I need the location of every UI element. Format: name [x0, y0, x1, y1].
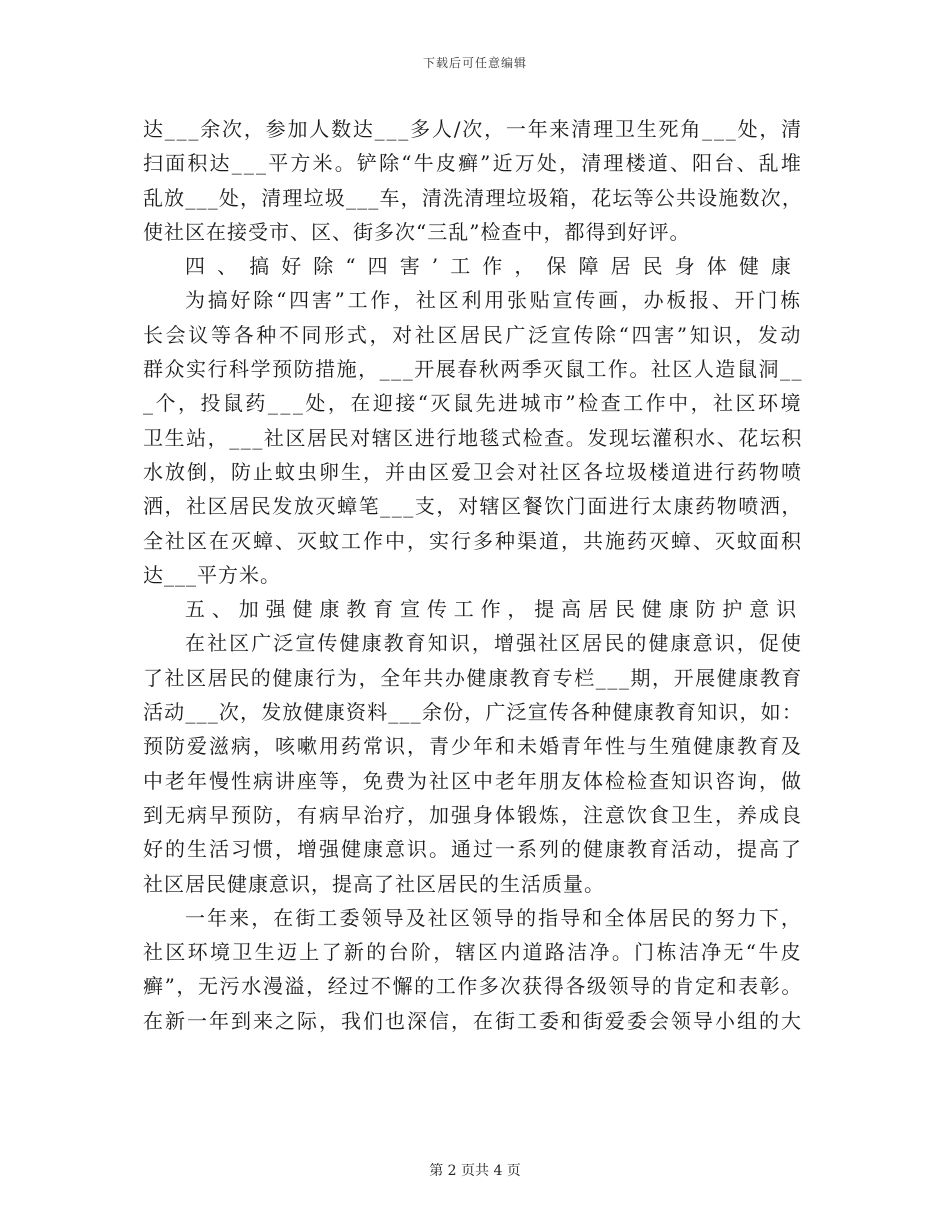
- text-line: 乱放___处，清理垃圾___车，清洗清理垃圾箱，花坛等公共设施数次，: [143, 185, 803, 210]
- text-line: 活动___次，发放健康资料___余份，广泛宣传各种健康教育知识，如：: [143, 700, 803, 725]
- text-line: _个，投鼠药___处，在迎接“灭鼠先进城市”检查工作中，社区环境: [143, 391, 803, 416]
- text-line: 全社区在灭蟑、灭蚊工作中，实行多种渠道，共施药灭蟑、灭蚊面积: [143, 528, 803, 553]
- text-line: 五、加强健康教育宣传工作，提高居民健康防护意识: [185, 597, 803, 622]
- text-line: 长会议等各种不同形式，对社区居民广泛宣传除“四害”知识，发动: [143, 322, 803, 347]
- text-line: 群众实行科学预防措施，___开展春秋两季灭鼠工作。社区人造鼠洞__: [143, 357, 803, 382]
- text-line: 社区环境卫生迈上了新的台阶，辖区内道路洁净。门栋洁净无“牛皮: [143, 940, 803, 965]
- text-line: 扫面积达___平方米。铲除“牛皮癣”近万处，清理楼道、阳台、乱堆: [143, 151, 803, 176]
- text-line: 好的生活习惯，增强健康意识。通过一系列的健康教育活动，提高了: [143, 837, 803, 862]
- text-line: 在社区广泛宣传健康教育知识，增强社区居民的健康意识，促使: [185, 631, 803, 656]
- text-line: 达___余次，参加人数达___多人/次，一年来清理卫生死角___处，清: [143, 117, 803, 141]
- text-line: 水放倒，防止蚊虫卵生，并由区爱卫会对社区各垃圾楼道进行药物喷: [143, 459, 803, 484]
- text-line: 卫生站，___社区居民对辖区进行地毯式检查。发现坛灌积水、花坛积: [143, 425, 803, 450]
- text-line: 洒，社区居民发放灭蟑笔___支，对辖区餐饮门面进行太康药物喷洒，: [143, 494, 803, 519]
- text-line: 到无病早预防，有病早治疗，加强身体锻炼，注意饮食卫生，养成良: [143, 802, 803, 827]
- document-body: [143, 112, 803, 1038]
- text-line: 达___平方米。: [143, 562, 281, 587]
- text-line: 预防爱滋病，咳嗽用药常识，青少年和未婚青年性与生殖健康教育及: [143, 734, 803, 759]
- text-line: 在新一年到来之际，我们也深信，在街工委和街爱委会领导小组的大: [143, 1008, 803, 1033]
- text-line: 使社区在接受市、区、街多次“三乱”检查中，都得到好评。: [143, 219, 691, 244]
- text-line: 癣”，无污水漫溢，经过不懈的工作多次获得各级领导的肯定和表彰。: [143, 974, 803, 999]
- text-line: 了社区居民的健康行为，全年共办健康教育专栏___期，开展健康教育: [143, 665, 803, 690]
- text-line: 四、搞好除“四害’工作，保障居民身体健康: [185, 254, 803, 279]
- text-line: 一年来，在街工委领导及社区领导的指导和全体居民的努力下，: [185, 905, 803, 930]
- text-line: 为搞好除“四害”工作，社区利用张贴宣传画，办板报、开门栋: [185, 288, 803, 313]
- text-line: 社区居民健康意识，提高了社区居民的生活质量。: [143, 871, 605, 896]
- text-line: 中老年慢性病讲座等，免费为社区中老年朋友体检检查知识咨询，做: [143, 768, 803, 793]
- page-number: 第 2 页共 4 页: [429, 1163, 521, 1179]
- page-header-note: 下载后可任意编辑: [422, 56, 527, 70]
